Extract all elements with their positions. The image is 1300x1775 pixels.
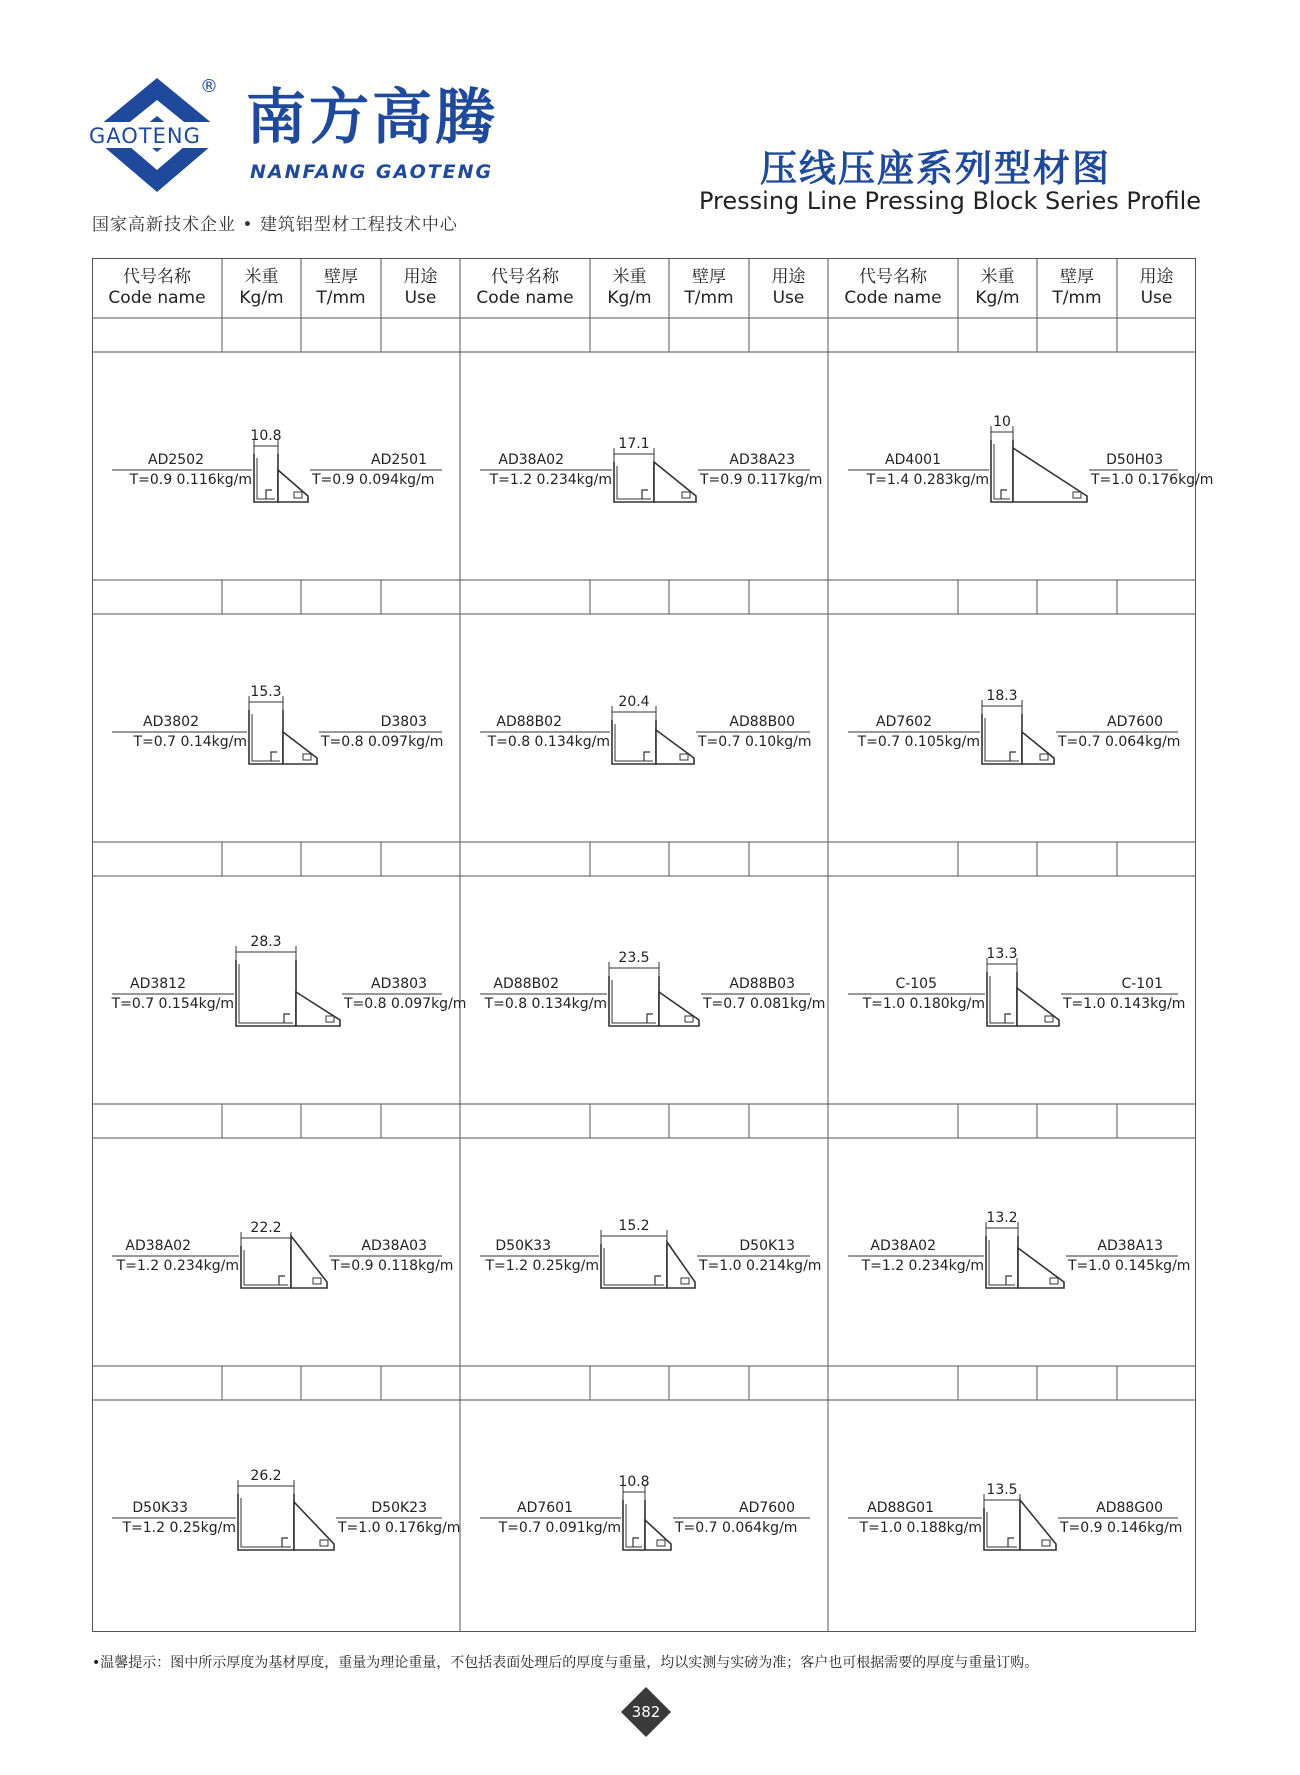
header-label-en: Code name	[844, 288, 942, 308]
profile-wedge-slot	[294, 492, 302, 498]
dimension-value: 13.5	[986, 1482, 1018, 1498]
left-profile-spec: T=0.7 0.091kg/m	[498, 1520, 621, 1536]
profile-wedge-slot	[1073, 492, 1081, 498]
profile-drawing	[987, 972, 1059, 1026]
header-label-cn: 壁厚	[692, 267, 726, 287]
profile-wedge-slot	[680, 754, 688, 760]
right-profile-spec: T=0.7 0.10kg/m	[698, 734, 812, 750]
left-profile-spec: T=0.7 0.14kg/m	[133, 734, 247, 750]
header-label-cn: 壁厚	[1060, 267, 1094, 287]
left-profile-spec: T=1.4 0.283kg/m	[866, 472, 989, 488]
header-cell	[590, 258, 669, 318]
left-profile-code: AD38A02	[498, 452, 564, 468]
right-profile-code: AD7600	[739, 1500, 795, 1516]
profile-wedge-slot	[682, 492, 690, 498]
left-profile-code: AD38A02	[870, 1238, 936, 1254]
right-profile-code: D50K23	[371, 1500, 427, 1516]
profile-cell	[92, 1138, 460, 1366]
profile-cell	[460, 876, 828, 1104]
profile-cell	[460, 1138, 828, 1366]
right-profile-code: AD88B03	[729, 976, 795, 992]
right-profile-spec: T=1.0 0.214kg/m	[699, 1258, 822, 1274]
dimension-value: 10.8	[618, 1474, 650, 1490]
profile-cell	[828, 1138, 1196, 1366]
footer-note: •温馨提示：图中所示厚度为基材厚度，重量为理论重量，不包括表面处理后的厚度与重量，均以实测与实磅为准；客户也可根据需要的厚度与重量订购。	[92, 1655, 1039, 1671]
right-profile-spec: T=1.0 0.145kg/m	[1068, 1258, 1191, 1274]
header-label-cn: 用途	[403, 267, 438, 287]
right-profile-code: AD88G00	[1096, 1500, 1163, 1516]
left-profile-spec: T=1.0 0.180kg/m	[862, 996, 985, 1012]
profile-drawing	[254, 454, 308, 502]
header-cell	[828, 258, 958, 318]
brand-tagline: 国家高新技术企业 • 建筑铝型材工程技术中心	[92, 215, 458, 235]
profile-wedge-slot	[1045, 1016, 1053, 1022]
profile-wedge-slot	[320, 1540, 328, 1546]
dimension-value: 20.4	[618, 694, 650, 710]
profile-wedge-right	[291, 1236, 327, 1288]
header-label-cn: 代号名称	[491, 267, 559, 287]
left-profile-code: D50K33	[132, 1500, 188, 1516]
right-profile-code: AD3803	[371, 976, 427, 992]
left-profile-code: AD88G01	[867, 1500, 934, 1516]
right-profile-code: C-101	[1121, 976, 1163, 992]
right-profile-code: AD38A03	[361, 1238, 427, 1254]
right-profile-code: AD7600	[1107, 714, 1163, 730]
dimension-value: 10	[993, 414, 1011, 430]
right-profile-spec: T=0.8 0.097kg/m	[344, 996, 467, 1012]
left-profile-code: AD88B02	[496, 714, 562, 730]
header-label-cn: 米重	[612, 267, 647, 287]
left-profile-code: C-105	[895, 976, 937, 992]
right-profile-code: AD2501	[371, 452, 427, 468]
left-profile-code: AD3812	[130, 976, 186, 992]
profile-wedge-right	[278, 470, 308, 502]
header-label-cn: 代号名称	[859, 267, 927, 287]
right-profile-code: D3803	[380, 714, 427, 730]
right-profile-code: D50H03	[1106, 452, 1163, 468]
profile-drawing	[982, 714, 1054, 764]
left-profile-spec: T=1.2 0.234kg/m	[489, 472, 612, 488]
header-label-en: Kg/m	[975, 288, 1020, 308]
profile-wedge-slot	[1050, 1278, 1058, 1284]
left-profile-spec: T=1.2 0.234kg/m	[861, 1258, 984, 1274]
profile-wedge-right	[283, 732, 317, 764]
profile-cell	[828, 1400, 1196, 1628]
profile-cell	[92, 1400, 460, 1628]
left-profile-spec: T=1.2 0.25kg/m	[122, 1520, 236, 1536]
profile-drawing	[249, 710, 317, 764]
header-cell	[1037, 258, 1117, 318]
header-cell	[222, 258, 301, 318]
page-number: 382	[631, 1703, 661, 1721]
profile-cell	[460, 614, 828, 842]
profile-cell	[460, 1400, 828, 1628]
left-profile-spec: T=1.2 0.234kg/m	[116, 1258, 239, 1274]
profile-drawing	[614, 462, 696, 502]
left-profile-code: AD7602	[876, 714, 932, 730]
profile-wedge-slot	[313, 1278, 321, 1284]
header-cell	[669, 258, 749, 318]
dimension-value: 28.3	[250, 934, 282, 950]
header-cell	[381, 258, 460, 318]
header-label-en: Use	[404, 288, 437, 308]
page-title-en: Pressing Line Pressing Block Series Profile	[699, 187, 1202, 215]
right-profile-code: D50K13	[739, 1238, 795, 1254]
right-profile-spec: T=0.9 0.117kg/m	[700, 472, 823, 488]
profile-wedge-right	[1022, 732, 1054, 764]
profile-cell	[92, 352, 460, 580]
profile-wedge-slot	[681, 1278, 689, 1284]
brand-name-en: NANFANG GAOTENG	[250, 161, 494, 183]
header-label-en: T/mm	[1052, 288, 1102, 308]
dimension-value: 13.3	[986, 946, 1018, 962]
profile-drawing	[612, 720, 694, 764]
right-profile-code: AD38A13	[1097, 1238, 1163, 1254]
header-label-en: Use	[1140, 288, 1173, 308]
right-profile-spec: T=0.9 0.118kg/m	[331, 1258, 454, 1274]
header-label-cn: 米重	[980, 267, 1015, 287]
profile-cell	[460, 352, 828, 580]
profile-wedge-right	[1020, 1500, 1056, 1550]
left-profile-spec: T=0.7 0.105kg/m	[857, 734, 980, 750]
dimension-value: 10.8	[250, 428, 282, 444]
left-profile-code: D50K33	[495, 1238, 551, 1254]
right-profile-spec: T=1.0 0.176kg/m	[1091, 472, 1214, 488]
header-label-en: Kg/m	[607, 288, 652, 308]
header-cell	[958, 258, 1037, 318]
dimension-value: 15.3	[250, 684, 282, 700]
brand-name-cn: 南方高腾	[246, 83, 498, 153]
header-label-cn: 壁厚	[324, 267, 358, 287]
profile-drawing	[986, 1236, 1064, 1288]
header-label-cn: 米重	[244, 267, 279, 287]
dimension-value: 15.2	[618, 1218, 650, 1234]
profile-wedge-slot	[303, 754, 311, 760]
header-label-cn: 代号名称	[123, 267, 191, 287]
registered-mark: ®	[200, 76, 218, 97]
left-profile-code: AD3802	[143, 714, 199, 730]
right-profile-spec: T=0.8 0.097kg/m	[321, 734, 444, 750]
header-cell	[301, 258, 381, 318]
profile-wedge-slot	[685, 1016, 693, 1022]
right-profile-spec: T=0.7 0.064kg/m	[675, 1520, 798, 1536]
left-profile-code: AD88B02	[493, 976, 559, 992]
left-profile-spec: T=0.8 0.134kg/m	[484, 996, 607, 1012]
left-profile-spec: T=0.8 0.134kg/m	[487, 734, 610, 750]
right-profile-spec: T=0.9 0.094kg/m	[312, 472, 435, 488]
dimension-value: 22.2	[250, 1220, 282, 1236]
dimension-value: 18.3	[986, 688, 1018, 704]
logo-text: GAOTENG	[89, 124, 201, 148]
header-cell	[460, 258, 590, 318]
header-label-en: T/mm	[316, 288, 366, 308]
left-profile-spec: T=1.2 0.25kg/m	[485, 1258, 599, 1274]
header-label-en: Code name	[476, 288, 574, 308]
right-profile-code: AD38A23	[729, 452, 795, 468]
profile-drawing	[991, 440, 1087, 502]
header-label-en: Use	[772, 288, 805, 308]
dimension-value: 23.5	[618, 950, 650, 966]
left-profile-spec: T=0.7 0.154kg/m	[111, 996, 234, 1012]
right-profile-spec: T=0.7 0.064kg/m	[1058, 734, 1181, 750]
profile-wedge-slot	[1040, 754, 1048, 760]
profile-cell	[92, 614, 460, 842]
right-profile-spec: T=1.0 0.176kg/m	[338, 1520, 461, 1536]
left-profile-code: AD2502	[148, 452, 204, 468]
right-profile-spec: T=0.9 0.146kg/m	[1060, 1520, 1183, 1536]
right-profile-spec: T=1.0 0.143kg/m	[1063, 996, 1186, 1012]
header-label-cn: 用途	[1139, 267, 1174, 287]
profile-cell	[828, 614, 1196, 842]
left-profile-code: AD38A02	[125, 1238, 191, 1254]
profile-drawing	[236, 960, 340, 1026]
left-profile-spec: T=1.0 0.188kg/m	[859, 1520, 982, 1536]
profile-wedge-slot	[326, 1016, 334, 1022]
profile-drawing	[609, 976, 699, 1026]
header-cell	[749, 258, 828, 318]
profile-wedge-slot	[657, 1540, 665, 1546]
dimension-value: 26.2	[250, 1468, 282, 1484]
left-profile-code: AD4001	[885, 452, 941, 468]
header-label-en: Kg/m	[239, 288, 284, 308]
header-label-cn: 用途	[771, 267, 806, 287]
header-cell	[1117, 258, 1196, 318]
profile-cell	[828, 876, 1196, 1104]
page-title-cn: 压线压座系列型材图	[760, 147, 1111, 190]
profile-cell	[92, 876, 467, 1104]
right-profile-code: AD88B00	[729, 714, 795, 730]
header-label-en: Code name	[108, 288, 206, 308]
profile-cell	[828, 352, 1214, 580]
header-cell	[92, 258, 222, 318]
profile-drawing	[623, 1500, 671, 1550]
profile-drawing	[241, 1236, 327, 1288]
left-profile-spec: T=0.9 0.116kg/m	[129, 472, 252, 488]
profile-table	[92, 258, 1214, 1632]
dimension-value: 17.1	[618, 436, 650, 452]
profile-wedge-slot	[1042, 1540, 1050, 1546]
header-label-en: T/mm	[684, 288, 734, 308]
profile-drawing	[238, 1494, 334, 1550]
profile-drawing	[601, 1242, 695, 1288]
dimension-value: 13.2	[986, 1210, 1018, 1226]
right-profile-spec: T=0.7 0.081kg/m	[703, 996, 826, 1012]
left-profile-code: AD7601	[517, 1500, 573, 1516]
